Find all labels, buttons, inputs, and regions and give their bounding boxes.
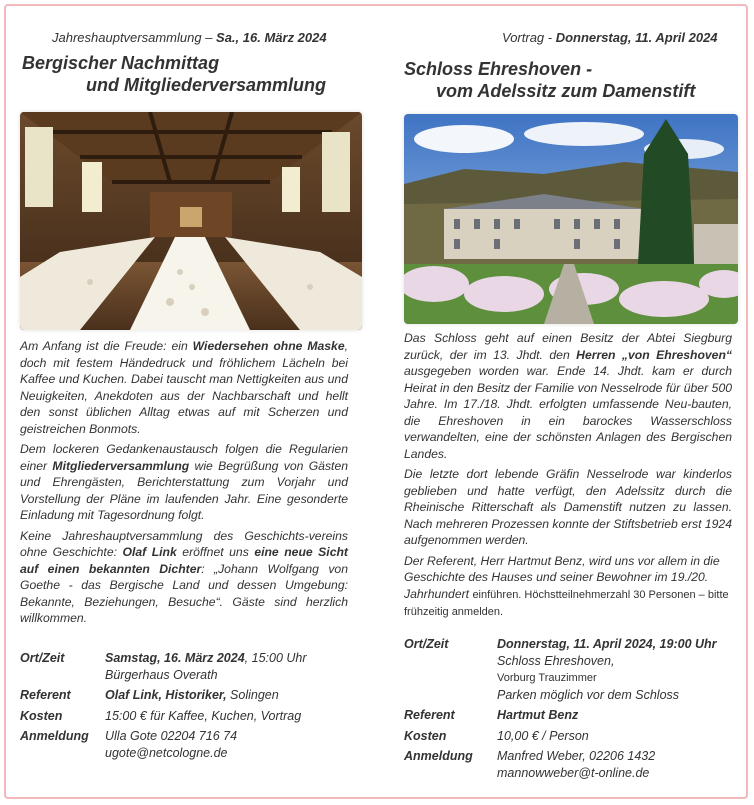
info-text: Schloss Ehreshoven, (497, 653, 615, 668)
right-paragraph-1 (404, 330, 732, 462)
info-text: Bürgerhaus Overath (105, 667, 218, 682)
text-span: , doch mit festem Händedruck und fröhlichem Lächeln bei Kaffee und Kuchen. Dabei tauscht man Nettigkeiten aus und Neuigkeiten, Anekdoten aus der Nachbarschaft und hellt den sonst üblichen Alltag etwas auf mit Scherzen und geistreichen Bonmots. (20, 339, 348, 436)
left-event-info (20, 650, 360, 765)
right-info-referent (404, 707, 734, 724)
text-bold: Herren „von Ehreshoven“ (576, 347, 732, 362)
text-span: Am Anfang ist die Freude: ein (20, 339, 193, 353)
left-paragraph-2 (20, 441, 348, 524)
info-value (105, 728, 360, 761)
right-title (404, 58, 695, 102)
info-label: Anmeldung (404, 749, 473, 763)
left-info-kosten (20, 708, 360, 725)
info-label: Kosten (20, 708, 63, 723)
text-span: : „Johann Wolfgang von Goethe - das Bergische Land und dessen Umgebung: Bekannte, Beziehungen, Besuche“. Gäste sind herzlich willkommen. (20, 561, 348, 625)
info-value (497, 636, 734, 703)
info-label: Referent (20, 688, 71, 702)
left-date: Sa., 16. März 2024 (216, 30, 327, 45)
text-bold: Mitgliederversammlung (52, 458, 190, 473)
banquet-hall-photo (20, 112, 362, 330)
right-info-anmeldung (404, 748, 734, 781)
left-title-line2: und Mitgliederversammlung (86, 75, 327, 95)
info-bold: Olaf Link, Historiker, (105, 688, 227, 702)
info-value (497, 748, 734, 781)
left-paragraph-1 (20, 338, 348, 437)
left-article (20, 338, 348, 631)
right-date-header (502, 30, 718, 45)
right-paragraph-3 (404, 553, 732, 621)
right-article (404, 330, 732, 625)
info-label: Kosten (404, 728, 447, 743)
text-span: eröffnet uns (176, 545, 255, 559)
info-value: 10,00 € / Person (497, 728, 589, 743)
info-value: 15:00 € für Kaffee, Kuchen, Vortrag (105, 708, 302, 723)
text-span: Dem lockeren Gedankenaustausch folgen die Regularien einer (20, 442, 348, 473)
info-bold: Donnerstag, 11. April 2024, 19:00 Uhr (497, 637, 717, 651)
right-date: Donnerstag, 11. April 2024 (555, 30, 718, 45)
left-info-referent (20, 687, 360, 704)
left-paragraph-3 (20, 528, 348, 627)
text-bold: Wiedersehen ohne Maske (192, 339, 345, 353)
right-paragraph-2: Die letzte dort lebende Gräfin Nesselrode war kinderlos geblieben und hatte verfügt, den Adelssitz durch die Rheinische Ritterschaft als Damenstift nutzen zu lassen. Nach mehreren Prozessen konnte der Stiftsbetrieb erst 1924 aufgenommen werden. (404, 467, 732, 547)
castle-photo (404, 114, 738, 324)
text-span: Keine Jahreshauptversammlung des Geschichts-vereins ohne Geschichte: (20, 528, 348, 559)
info-label: Anmeldung (20, 729, 89, 743)
right-date-prefix: Vortrag - (502, 30, 556, 45)
right-info-ort (404, 636, 734, 703)
left-date-header (52, 30, 327, 45)
text-span: wie Begrüßung von Gästen und Ehrengästen, Berichterstattung zum Vorjahr und Vorstellung der Pläne im laufenden Jahr. Eine gesonderte Einladung mit Tagesordnung folgt. (20, 458, 348, 522)
left-title-line1: Bergischer Nachmittag (22, 53, 220, 73)
info-label: Referent (404, 708, 455, 722)
info-value: Hartmut Benz (497, 708, 579, 722)
info-value (105, 687, 360, 704)
text-span-small: einführen. Höchstteilnehmerzahl 30 Personen – bitte frühzeitig anmelden. (404, 588, 729, 618)
text-bold: eine neue Sicht auf einen bekannten Dichter (20, 545, 348, 576)
info-text: Manfred Weber, 02206 1432 (497, 749, 656, 763)
info-text: Vorburg Trauzimmer (497, 672, 597, 684)
left-title (22, 52, 326, 96)
info-bold: Samstag, 16. März 2024 (105, 651, 245, 665)
email-link[interactable]: mannowweber@t-online.de (497, 765, 650, 780)
text-span: Das Schloss geht auf einen Besitz der Abtei Siegburg zurück, der im 13. Jhdt. den (404, 331, 732, 362)
left-info-ort (20, 650, 360, 683)
right-info-kosten (404, 728, 734, 745)
left-info-anmeldung (20, 728, 360, 761)
text-span: ausgegeben worden war. Ende 14. Jhdt. kam er durch Heirat in den Besitz der Familie von Nesselrode für über 500 Jahre. Im 17./18. Jhdt. erfolgten umfassende Neu-bauten, die Ehreshoven in ein barockes Wasserschloss verwandelten, eine der schönsten Anlagen des Bergischen Landes. (404, 364, 732, 461)
info-label: Ort/Zeit (20, 651, 65, 665)
right-title-line2: vom Adelssitz zum Damenstift (436, 81, 696, 101)
info-text: Ulla Gote 02204 716 74 (105, 729, 238, 743)
email-link[interactable]: ugote@netcologne.de (105, 745, 228, 760)
info-text: Solingen (226, 688, 279, 702)
info-value (105, 650, 360, 683)
text-span: Der Referent, Herr Hartmut Benz, wird uns vor allem in die Geschichte des Hauses und seiner Bewohner im 19./20. Jahrhundert (404, 553, 720, 601)
info-label: Ort/Zeit (404, 637, 449, 651)
info-text: , 15:00 Uhr (244, 651, 307, 665)
info-text: Parken möglich vor dem Schloss (497, 687, 680, 702)
text-bold: Olaf Link (122, 545, 177, 559)
right-event-info (404, 636, 734, 785)
left-date-prefix: Jahreshauptversammlung – (52, 30, 217, 45)
right-title-line1: Schloss Ehreshoven - (404, 59, 593, 79)
